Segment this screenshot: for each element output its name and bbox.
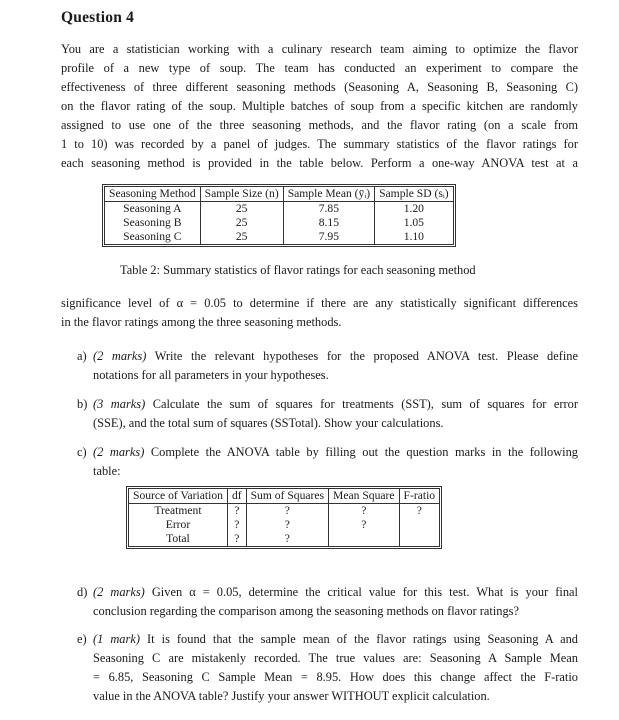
part-marks: (3 marks) <box>93 397 146 411</box>
table-cell: 25 <box>200 230 283 245</box>
table-cell: Treatment <box>129 504 228 519</box>
anova-header-cell: Mean Square <box>329 489 400 504</box>
part-line: (SSE), and the total sum of squares (SSTotal). Show your calculations. <box>93 416 444 430</box>
table-row <box>129 532 440 547</box>
intro-line: each seasoning method is provided in the table below. Perform a one-way ANOVA test at a <box>61 156 578 170</box>
part-text: Write the relevant hypotheses for the proposed ANOVA test. Please define <box>154 349 578 363</box>
part-text: Calculate the sum of squares for treatments (SST), sum of squares for error <box>152 397 578 411</box>
part-marks: (1 mark) <box>93 632 140 646</box>
part-line: value in the ANOVA table? Justify your answer WITHOUT explicit calculation. <box>93 689 490 703</box>
table-cell: ? <box>246 518 328 532</box>
continuation-paragraph <box>61 294 578 332</box>
table-cell: ? <box>227 504 246 519</box>
table-cell <box>399 532 440 547</box>
anova-table <box>128 488 440 547</box>
table-cell: 7.95 <box>283 230 374 245</box>
intro-line: 1 to 10) was recorded by a panel of judges. The summary statistics of the flavor ratings for <box>61 137 578 151</box>
intro-line: You are a statistician working with a culinary research team aiming to optimize the flavor <box>61 42 578 56</box>
table-cell: ? <box>227 532 246 547</box>
table-row <box>129 518 440 532</box>
part-text: It is found that the sample mean of the flavor ratings using Seasoning A and <box>147 632 579 646</box>
question-title: Question 4 <box>61 9 135 26</box>
part-line: notations for all parameters in your hypotheses. <box>93 368 329 382</box>
intro-line: assigned to use one of the three seasoning methods, and the flavor rating (on a scale from <box>61 118 578 132</box>
continuation-line: in the flavor ratings among the three seasoning methods. <box>61 315 342 329</box>
part-line: conclusion regarding the comparison among the seasoning methods on flavor ratings? <box>93 604 519 618</box>
table-cell: 1.10 <box>375 230 454 245</box>
part-line <box>93 395 578 414</box>
table-cell: 1.05 <box>375 216 454 230</box>
table-cell: 7.85 <box>283 202 374 217</box>
part-marks: (2 marks) <box>93 585 145 599</box>
part-label: a) <box>77 349 87 363</box>
intro-line: profile of a new type of soup. The team has conducted an experiment to compare the <box>61 61 578 75</box>
summary-header-cell: Sample SD (sᵢ) <box>375 187 454 202</box>
table-cell: Error <box>129 518 228 532</box>
part-line <box>93 347 578 366</box>
part-line <box>93 443 578 462</box>
intro-line: on the flavor rating of the soup. Multiple batches of soup from a specific kitchen are randomly <box>61 99 578 113</box>
table-cell: 8.15 <box>283 216 374 230</box>
part-marks: (2 marks) <box>93 445 145 459</box>
table-cell: ? <box>246 532 328 547</box>
table-row <box>105 216 454 230</box>
table-row <box>105 202 454 217</box>
table-cell: Seasoning C <box>105 230 201 245</box>
summary-header-cell: Sample Mean (ȳᵢ) <box>283 187 374 202</box>
anova-header-cell: Sum of Squares <box>246 489 328 504</box>
part-line: Seasoning C are mistakenly recorded. The true values are: Seasoning A Sample Mean <box>93 651 578 665</box>
summary-table-header <box>105 187 454 202</box>
table-cell: 1.20 <box>375 202 454 217</box>
part-line <box>93 630 578 649</box>
part-label: e) <box>77 632 87 646</box>
table-cell <box>329 532 400 547</box>
table-cell: ? <box>246 504 328 519</box>
part-a <box>61 347 578 385</box>
table-cell: Seasoning B <box>105 216 201 230</box>
intro-line: effectiveness of three different seasoning methods (Seasoning A, Seasoning B, Seasoning C) <box>61 80 578 94</box>
table-cell: 25 <box>200 216 283 230</box>
part-text: Given α = 0.05, determine the critical value for this test. What is your final <box>151 585 578 599</box>
part-c <box>61 443 578 481</box>
table-cell: ? <box>329 518 400 532</box>
part-label: c) <box>77 445 87 459</box>
part-d <box>61 583 578 621</box>
summary-table <box>104 186 454 245</box>
table-row <box>105 230 454 245</box>
table-row <box>129 504 440 519</box>
continuation-line: significance level of α = 0.05 to determine if there are any statistically significant differences <box>61 296 578 310</box>
part-label: d) <box>77 585 88 599</box>
part-e <box>61 630 578 706</box>
table-cell: ? <box>399 504 440 519</box>
part-line <box>93 583 578 602</box>
summary-header-cell: Seasoning Method <box>105 187 201 202</box>
anova-table-header <box>129 489 440 504</box>
summary-header-cell: Sample Size (n) <box>200 187 283 202</box>
part-line: table: <box>93 464 121 478</box>
part-b <box>61 395 578 433</box>
table-cell: Seasoning A <box>105 202 201 217</box>
table-cell <box>399 518 440 532</box>
part-line: = 6.85, Seasoning C Sample Mean = 8.95. How does this change affect the F-ratio <box>93 670 578 684</box>
part-text: Complete the ANOVA table by filling out the question marks in the following <box>150 445 578 459</box>
anova-header-cell: F-ratio <box>399 489 440 504</box>
intro-paragraph <box>61 40 578 173</box>
table-cell: Total <box>129 532 228 547</box>
part-marks: (2 marks) <box>93 349 147 363</box>
summary-table-caption: Table 2: Summary statistics of flavor ratings for each seasoning method <box>120 263 476 277</box>
anova-header-cell: df <box>227 489 246 504</box>
table-cell: ? <box>227 518 246 532</box>
anova-header-cell: Source of Variation <box>129 489 228 504</box>
table-cell: 25 <box>200 202 283 217</box>
table-cell: ? <box>329 504 400 519</box>
part-label: b) <box>77 397 88 411</box>
